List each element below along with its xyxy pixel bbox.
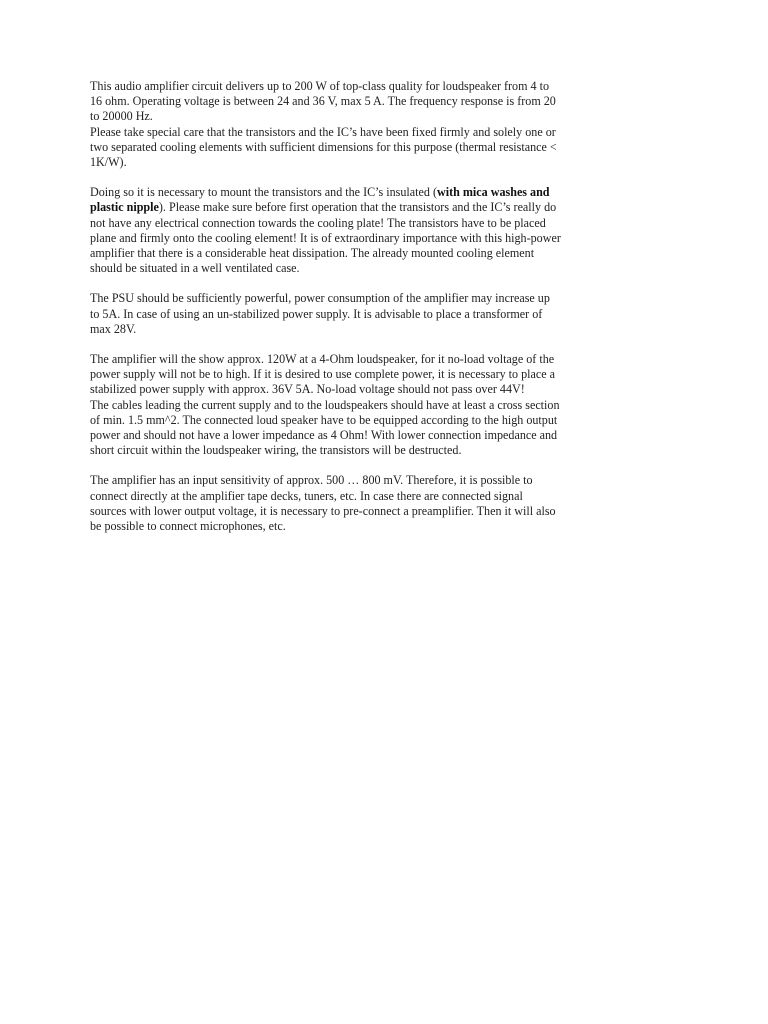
text-line bbox=[90, 200, 680, 215]
text-line: Please take special care that the transistors and the IC’s have been fixed firmly and solely one or bbox=[90, 124, 556, 139]
text-line: of min. 1.5 mm^2. The connected loud speaker have to be equipped according to the high output bbox=[90, 412, 558, 427]
text-line: stabilized power supply with approx. 36V 5A. No-load voltage should not pass over 44V! bbox=[90, 382, 525, 397]
text-line: The cables leading the current supply and to the loudspeakers should have at least a cross section bbox=[90, 397, 560, 412]
text-line: The amplifier will the show approx. 120W at a 4-Ohm loudspeaker, for it no-load voltage of the bbox=[90, 352, 555, 367]
paragraph-input-sensitivity bbox=[90, 473, 680, 534]
text-line: plane and firmly onto the cooling element! It is of extraordinary importance with this high-power bbox=[90, 230, 561, 245]
text-line: 1K/W). bbox=[90, 155, 127, 170]
text-line: amplifier that there is a considerable heat dissipation. The already mounted cooling element bbox=[90, 246, 535, 261]
text-line: to 5A. In case of using an un-stabilized power supply. It is advisable to place a transformer of bbox=[90, 306, 543, 321]
text-line: The PSU should be sufficiently powerful, power consumption of the amplifier may increase up bbox=[90, 291, 550, 306]
bold-text-run: plastic nipple bbox=[90, 200, 159, 215]
text-line: two separated cooling elements with sufficient dimensions for this purpose (thermal resistance < bbox=[90, 139, 557, 154]
text-line: power supply will not be to high. If it is desired to use complete power, it is necessary to place a bbox=[90, 367, 556, 382]
paragraph-power-output bbox=[90, 352, 680, 458]
text-line: 16 ohm. Operating voltage is between 24 and 36 V, max 5 A. The frequency response is from 20 bbox=[90, 94, 556, 109]
text-run: ). Please make sure before first operation that the transistors and the IC’s really do bbox=[158, 200, 557, 215]
text-line: This audio amplifier circuit delivers up to 200 W of top-class quality for loudspeaker from 4 to bbox=[90, 79, 550, 93]
text-line: be possible to connect microphones, etc. bbox=[90, 519, 286, 534]
paragraph-psu bbox=[90, 291, 680, 337]
paragraph-overview bbox=[90, 79, 680, 170]
paragraph-insulation bbox=[90, 185, 680, 276]
text-line: should be situated in a well ventilated case. bbox=[90, 261, 300, 276]
bold-text-run: with mica washes and bbox=[436, 185, 550, 200]
text-run: Doing so it is necessary to mount the transistors and the IC’s insulated ( bbox=[90, 185, 437, 200]
document-body bbox=[90, 79, 680, 549]
text-line: to 20000 Hz. bbox=[90, 109, 153, 124]
text-line: The amplifier has an input sensitivity of approx. 500 … 800 mV. Therefore, it is possible to bbox=[90, 473, 533, 488]
text-line: short circuit within the loudspeaker wiring, the transistors will be destructed. bbox=[90, 443, 462, 458]
text-line: connect directly at the amplifier tape decks, tuners, etc. In case there are connected signal bbox=[90, 488, 523, 503]
text-line bbox=[90, 185, 680, 200]
text-line: power and should not have a lower impedance as 4 Ohm! With lower connection impedance and bbox=[90, 428, 558, 443]
text-line: max 28V. bbox=[90, 321, 137, 336]
text-line: sources with lower output voltage, it is necessary to pre-connect a preamplifier. Then it will also bbox=[90, 503, 556, 518]
text-line: not have any electrical connection towards the cooling plate! The transistors have to be placed bbox=[90, 215, 546, 230]
